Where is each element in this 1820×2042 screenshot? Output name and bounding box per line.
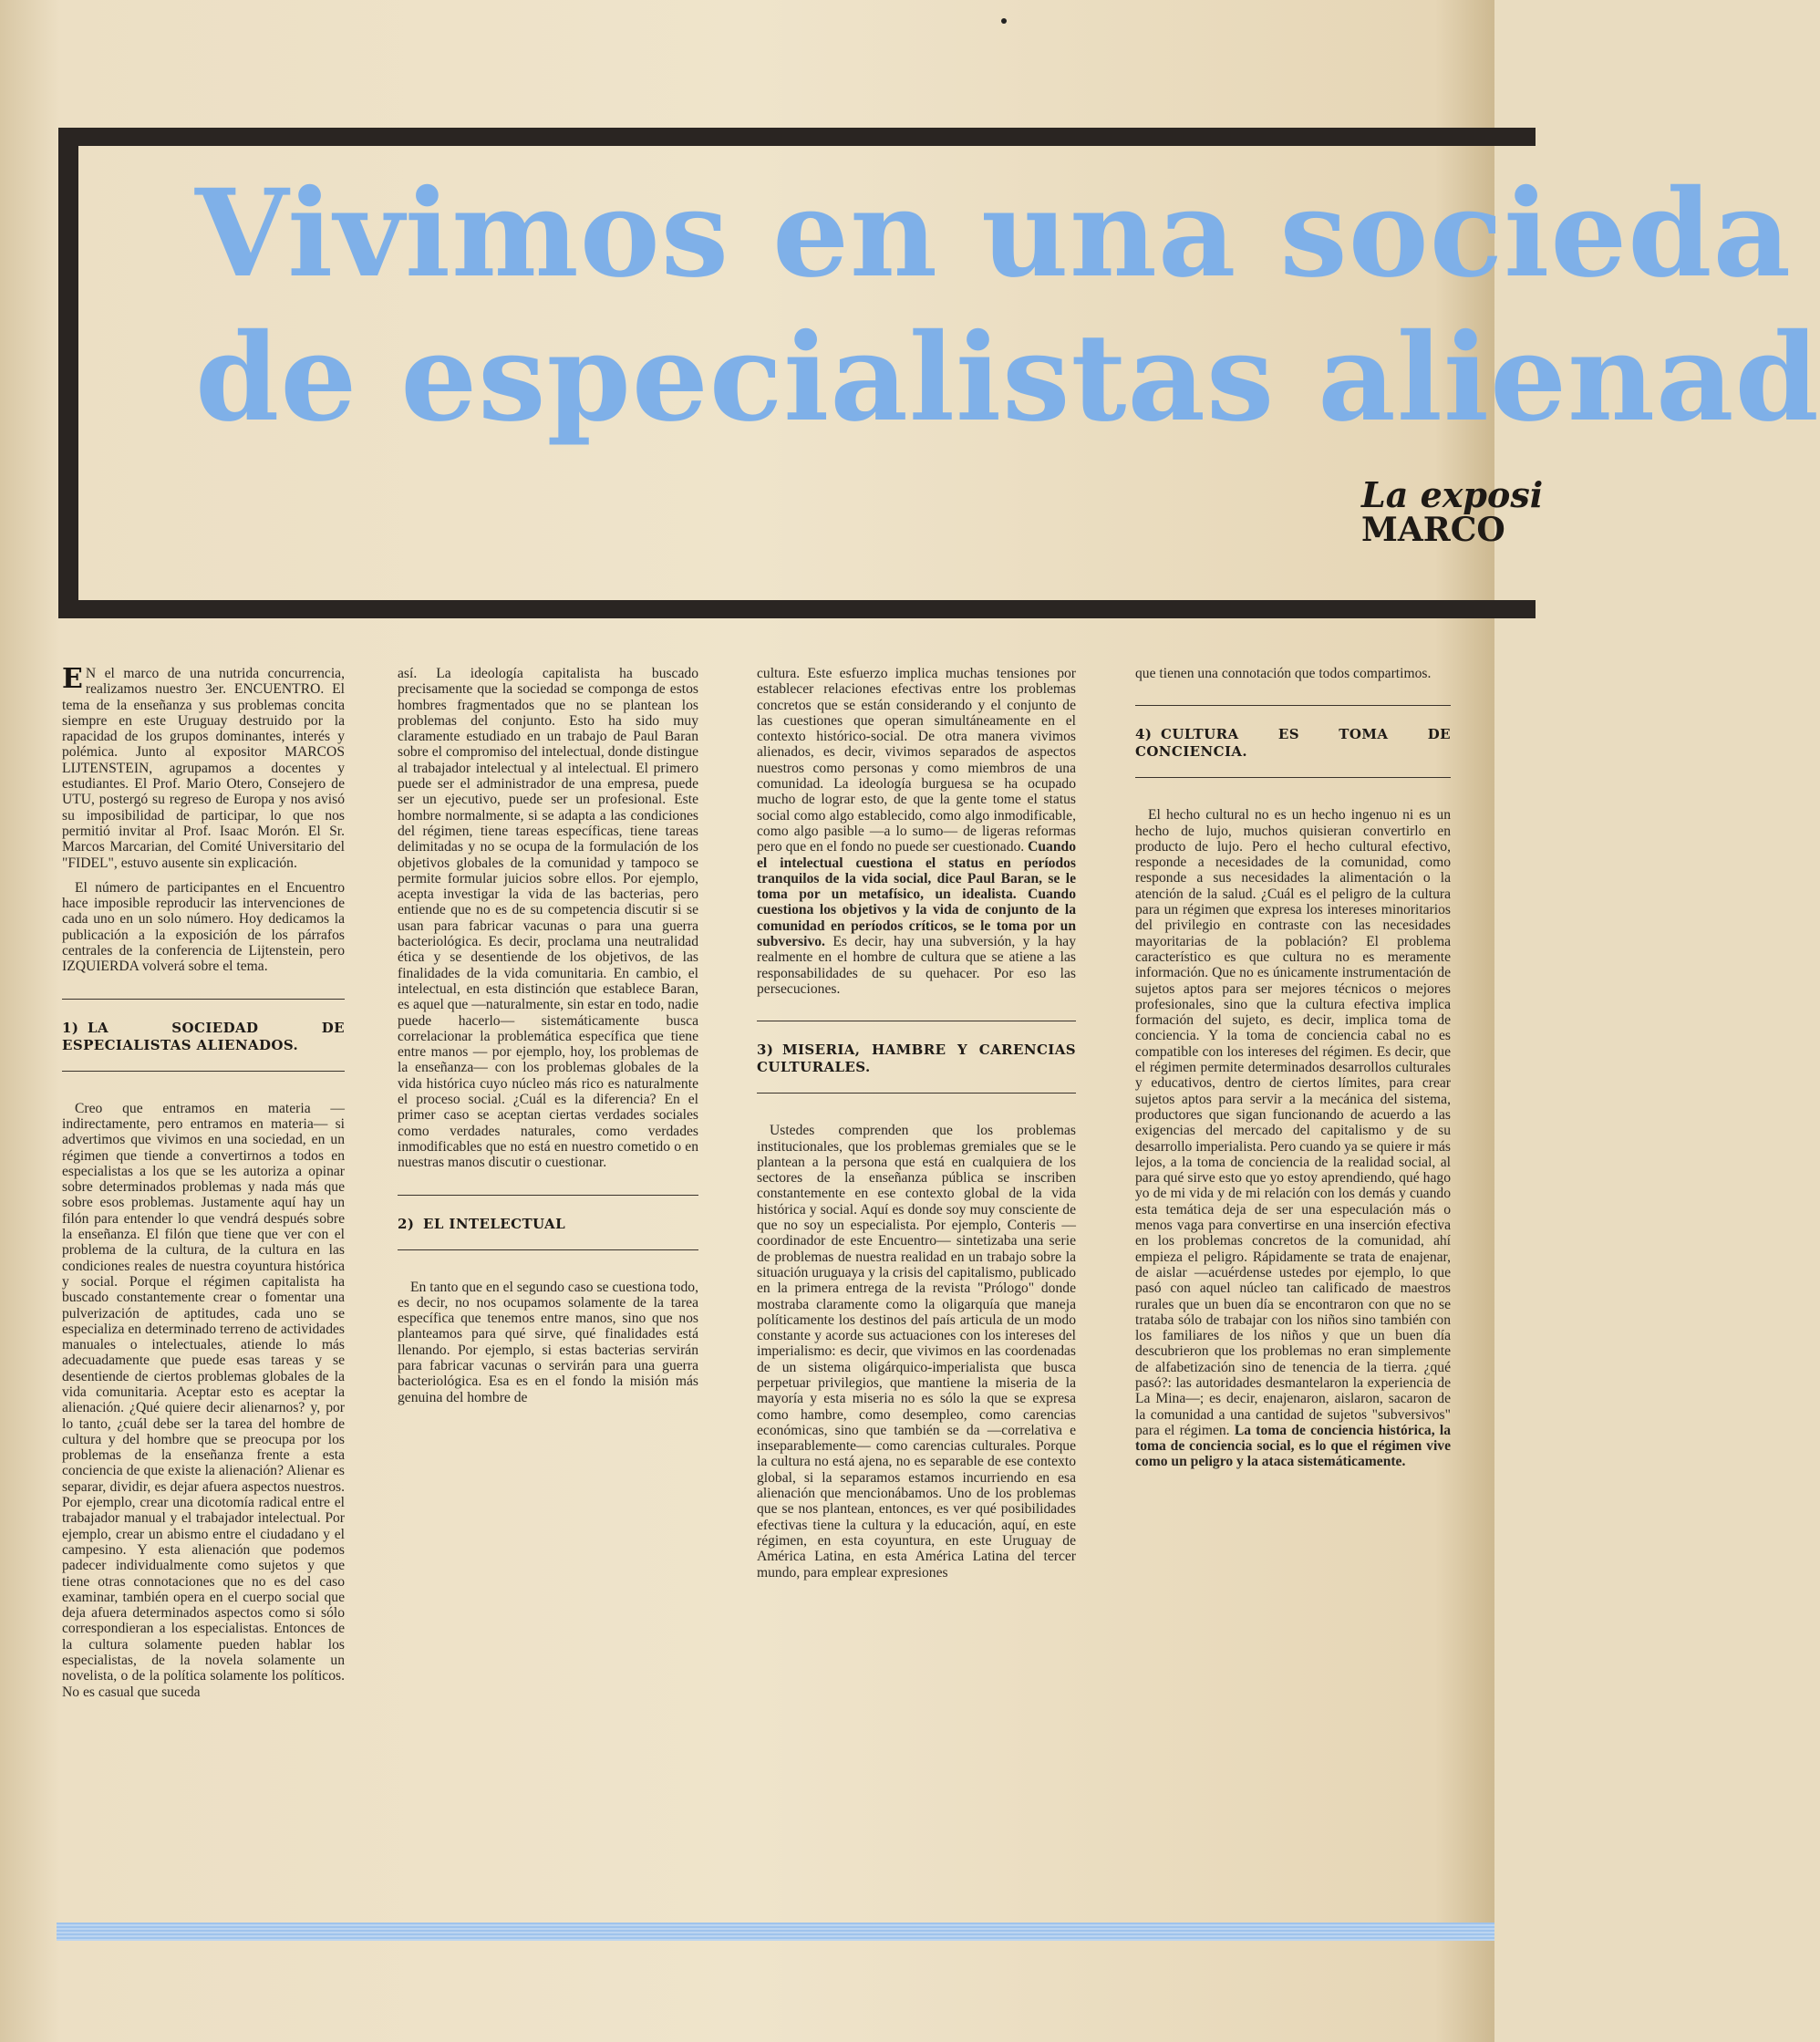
section-1-number: 1) xyxy=(62,1019,79,1036)
section-2-body-part-1 xyxy=(398,1280,698,1405)
section-4-body xyxy=(1135,807,1451,1469)
intro-paragraph-1 xyxy=(62,663,345,871)
section-3-paragraph-a: Ustedes comprenden que los problemas institucionales, que los problemas gremiales que se le plantean a la persona que está en cualquiera de los sectores de la enseñanza pública se inscriben constantemente en ese contexto global de la vida histórica y social. Aquí es donde soy muy consciente de que no soy un especialista. Por ejemplo, Conteris —coordinador de este Encuentro— sintetizaba una serie de problemas de nuestra realidad en un trabajo sobre la situación uruguaya y la crisis del capitalismo, publicado en la primera entrega de la revista "Prólogo" donde mostraba claramente como la oligarquía que maneja políticamente los destinos del país articula de un modo constante y acorde sus actuaciones con los intereses del imperialismo: es decir, que vivimos en las coordenadas de un sistema oligárquico-imperialista que busca perpetuar privilegios, que mantiene la miseria de la mayoría y esta miseria no es sólo la que se expresa como hambre, como desempleo, como carencias económicas, sino que también se da —correlativa e inseparablemente— como carencias culturales. Porque la cultura no está ajena, no es separable de ese contexto global, si la separamos estamos incurriendo en esa alienación que mencionábamos. Uno de los problemas que se nos plantean, entonces, es ver qué posibilidades efectivas tiene la cultura y la educación, aquí, en este régimen, en esta coyuntura, en este Uruguay de América Latina, en esta América Latina del tercer mundo, para emplear expresiones xyxy=(757,1123,1076,1581)
section-1-body-part-1 xyxy=(62,1101,345,1700)
byline-author: MARCO xyxy=(1361,511,1505,549)
section-2-title: EL INTELECTUAL xyxy=(423,1215,566,1232)
drop-cap: E xyxy=(62,663,83,695)
section-2-heading xyxy=(398,1195,698,1250)
section-3-paragraph-b: que tienen una connotación que todos compartimos. xyxy=(1135,666,1432,681)
section-4-bold-conclusion: La toma de conciencia histórica, la toma de conciencia social, es lo que el régimen vive como un peligro y la ataca sistemáticamente. xyxy=(1135,1422,1451,1470)
section-2-number: 2) xyxy=(398,1215,415,1232)
ink-mark xyxy=(1001,18,1007,24)
section-1-body-part-2 xyxy=(398,666,698,1171)
section-3-heading xyxy=(757,1021,1076,1094)
article-column-1 xyxy=(62,663,345,1709)
section-4-number: 4) xyxy=(1135,726,1153,743)
article-column-3 xyxy=(757,666,1076,1590)
intro-paragraph-2: El número de participantes en el Encuentro hace imposible reproducir las intervenciones de cada uno en un solo número. Hoy dedicamos la publicación a la exposición de los párrafos centrales de la conferencia de Lijtenstein, pero IZQUIERDA volverá sobre el tema. xyxy=(62,879,345,975)
section-2-paragraph-b: cultura. Este esfuerzo implica muchas tensiones por establecer relaciones efectivas entre los problemas concretos que se están considerando y el conjunto de las cuestiones que operan simultáneamente en el contexto histórico-social. De otra manera vivimos alienados, es decir, vivimos separados de aspectos nuestros como personas y como miembros de una comunidad. La ideología burguesa se ha ocupado mucho de lograr esto, de que la gente tome el status social como algo establecido, como algo inmodificable, como algo pasible —a lo sumo— de ligeras reformas pero que en el fondo no puede ser cuestionado. Cuando el intelectual cuestiona el status en períodos tranquilos de la vida social, dice Paul Baran, se le toma por un metafísico, un idealista. Cuando cuestiona los objetivos y la vida de conjunto de la comunidad en períodos críticos, se le toma por un subversivo. Es decir, hay una subversión, y la hay realmente en el hombre de cultura que se atiene a las responsabilidades de su quehacer. Por eso las persecuciones. xyxy=(757,666,1076,997)
section-4-title: CULTURA ES TOMA DE CONCIENCIA. xyxy=(1135,726,1451,761)
headline xyxy=(195,162,1820,451)
section-3-number: 3) xyxy=(757,1042,774,1059)
headline-line-2: de especialistas alienad xyxy=(195,307,1820,449)
section-1-paragraph-b: así. La ideología capitalista ha buscado precisamente que la sociedad se componga de estos hombres fragmentados que no se plantean los problemas del conjunto. Esto ha sido muy claramente estudiado en un trabajo de Paul Baran sobre el compromiso del intelectual, donde distingue al trabajador intelectual y al intelectual. El primero puede ser el administrador de una empresa, puede ser un ejecutivo, puede ser un profesional. Este hombre normalmente, si se adapta a las condiciones del régimen, tiene tareas específicas, tiene tareas delimitadas y no se ocupa de la formulación de los objetivos globales de la comunidad y tampoco se permite formular juicios sobre ellos. Por ejemplo, acepta investigar la vida de las bacterias, pero entiende que no es de su competencia discutir si se usan para fabricar vacunas o para una guerra bacteriológica. Es decir, proclama una neutralidad ética y se desentiende de los objetivos, de las finalidades de la vida comunitaria. En cambio, el intelectual, en esta distinción que establece Baran, es aquel que —naturalmente, sin estar en todo, nadie puede hacerlo— sistemáticamente busca correlacionar la problemática específica que tiene entre manos — por ejemplo, hoy, los problemas de la enseñanza— con los problemas globales de la vida histórica cuyo núcleo más rico es naturalmente el proceso social. ¿Cuál es la diferencia? En el primer caso se aceptan ciertas verdades sociales como verdades naturales, como verdades inmodificables que no está en nuestro cometido o en nuestras manos discutir o cuestionar. xyxy=(398,666,698,1171)
intro-paragraph-1-text: N el marco de una nutrida concurrencia, realizamos nuestro 3er. ENCUENTRO. El tema de la enseñanza y sus problemas concita siempre en este Uruguay destruido por la rapacidad de los grupos dominantes, interés y polémica. Junto al expositor MARCOS LIJTENSTEIN, agrupamos a docentes y estudiantes. El Prof. Mario Otero, Consejero de UTU, postergó su regreso de Europa y nos avisó su imposibilidad de participar, lo que nos permitió invitar al Prof. Isaac Morón. El Sr. Marcos Marcarian, del Comité Universitario del "FIDEL", estuvo ausente sin explicación. xyxy=(62,666,345,871)
section-2-body-part-2 xyxy=(757,666,1076,997)
section-1-title: LA SOCIEDAD DE ESPECIALISTAS ALIENADOS. xyxy=(62,1019,345,1053)
section-1-heading xyxy=(62,999,345,1072)
section-2-bold-quote: Cuando el intelectual cuestiona el status en períodos tranquilos de la vida social, dice Paul Baran, se le toma por un metafísico, un idealista. Cuando cuestiona los objetivos y la vida de conjunto de la comunidad en períodos críticos, se le toma por un subversivo. xyxy=(757,839,1076,950)
section-4-heading xyxy=(1135,705,1451,778)
section-3-title: MISERIA, HAMBRE Y CARENCIAS CULTURALES. xyxy=(757,1042,1076,1076)
article-column-4 xyxy=(1135,666,1451,1479)
section-1-paragraph-a: Creo que entramos en materia —indirectamente, pero entramos en materia— si advertimos que vivimos en una sociedad, en un régimen que tiende a convertirnos a todos en especialistas a los que se les autoriza a opinar sobre determinados problemas y nada más que sobre esos problemas. Justamente aquí hay un filón para entender lo que vendrá después sobre la enseñanza. El filón que tiene que ver con el problema de la cultura, de la cultura en las condiciones reales de nuestra coyuntura histórica y social. Porque el régimen capitalista ha buscado constantemente crear o fomentar una pulverización de aptitudes, cada uno se especializa en determinado terreno de actividades manuales o intelectuales, atiende lo más adecuadamente que puede esas tareas y se desentiende de ciertos problemas globales de la vida comunitaria. Aceptar esto es aceptar la alienación. ¿Qué quiere decir alienarnos? y, por lo tanto, ¿cuál debe ser la tarea del hombre de cultura y del hombre que se preocupa por los problemas de la enseñanza frente a esta conciencia de que existe la alienación? Alienar es separar, dividir, es dejar afuera aspectos nuestros. Por ejemplo, crear una dicotomía radical entre el trabajador manual y el trabajador intelectual. Por ejemplo, crear un abismo entre el ciudadano y el campesino. Y esta alienación que podemos padecer individualmente como sujetos y que tiene otras connotaciones que no es del caso examinar, también opera en el cuerpo social que deja afuera determinados aspectos como si sólo correspondieran a los especialistas. Entonces de la cultura solamente pueden hablar los especialistas, de la novela solamente un novelista, o de la política solamente los políticos. No es casual que suceda xyxy=(62,1100,345,1700)
headline-line-1: Vivimos en una socieda xyxy=(195,163,1793,305)
article-column-2 xyxy=(398,666,698,1415)
section-3-body-part-2 xyxy=(1135,666,1451,681)
section-4-paragraph: El hecho cultural no es un hecho ingenuo ni es un hecho de lujo, muchos quisieran convertirlo en producto de lujo. Pero el hecho cultural efectivo, responde a necesidades de la comunidad, como responde a sus necesidades la alimentación o la atención de la salud. ¿Cuál es el peligro de la cultura para un régimen que expresa los intereses minoritarios del privilegio en contraste con las necesidades mayoritarias de la población? El problema característico es que cultura no es meramente información. Que no es únicamente instrumentación de sujetos aptos para ser mejores técnicos o mejores profesionales, sino que la cultura efectiva implica formación del sujeto, es decir, implica toma de conciencia. Y la toma de conciencia cabal no es compatible con los intereses del régimen. Es decir, que el régimen permite determinados desarrollos culturales y educativos, dentro de ciertos límites, para crear sujetos aptos para servir a la mecánica del sistema, productores que sigan funcionando de acuerdo a las exigencias del mercado del capitalismo y de su desarrollo imperialista. Pero cuando ya se quiere ir más lejos, a la toma de conciencia de la realidad social, al para qué sirve esto que yo estoy aprendiendo, qué hago yo de mi vida y de mi relación con los demás y cuando esta temática deja de ser una especulación más o menos vaga para convertirse en una inserción efectiva en los problemas concretos de la comunidad, ahí empieza el peligro. Rápidamente se trata de enajenar, de aislar —acuérdense ustedes por ejemplo, lo que pasó con aquel núcleo tan calificado de maestros rurales que un buen día se encontraron con que no se trataba sólo de trabajar con los niños sino también con los familiares de los niños y que un buen día descubrieron que los problemas no eran simplemente de alfabetización sino de tenencia de la tierra. ¿qué pasó?: las autoridades desmantelaron la experiencia de La Mina—; es decir, enajenaron, aislaron, sacaron de la comunidad a una cantidad de sujetos "subversivos" para el régimen. La toma de conciencia histórica, la toma de conciencia social, es lo que el régimen vive como un peligro y la ataca sistemáticamente. xyxy=(1135,807,1451,1470)
byline-kicker: La exposi xyxy=(1361,474,1544,515)
bottom-rule xyxy=(57,1923,1494,1941)
section-3-body-part-1 xyxy=(757,1123,1076,1581)
section-2-paragraph-a: En tanto que en el segundo caso se cuestiona todo, es decir, no nos ocupamos solamente de la tarea específica que tenemos entre manos, sino que nos planteamos para qué sirve, qué finalidades está llenando. Por ejemplo, si estas bacterias servirán para fabricar vacunas o servirán para una guerra bacteriológica. Esa es en el fondo la misión más genuina del hombre de xyxy=(398,1279,698,1405)
